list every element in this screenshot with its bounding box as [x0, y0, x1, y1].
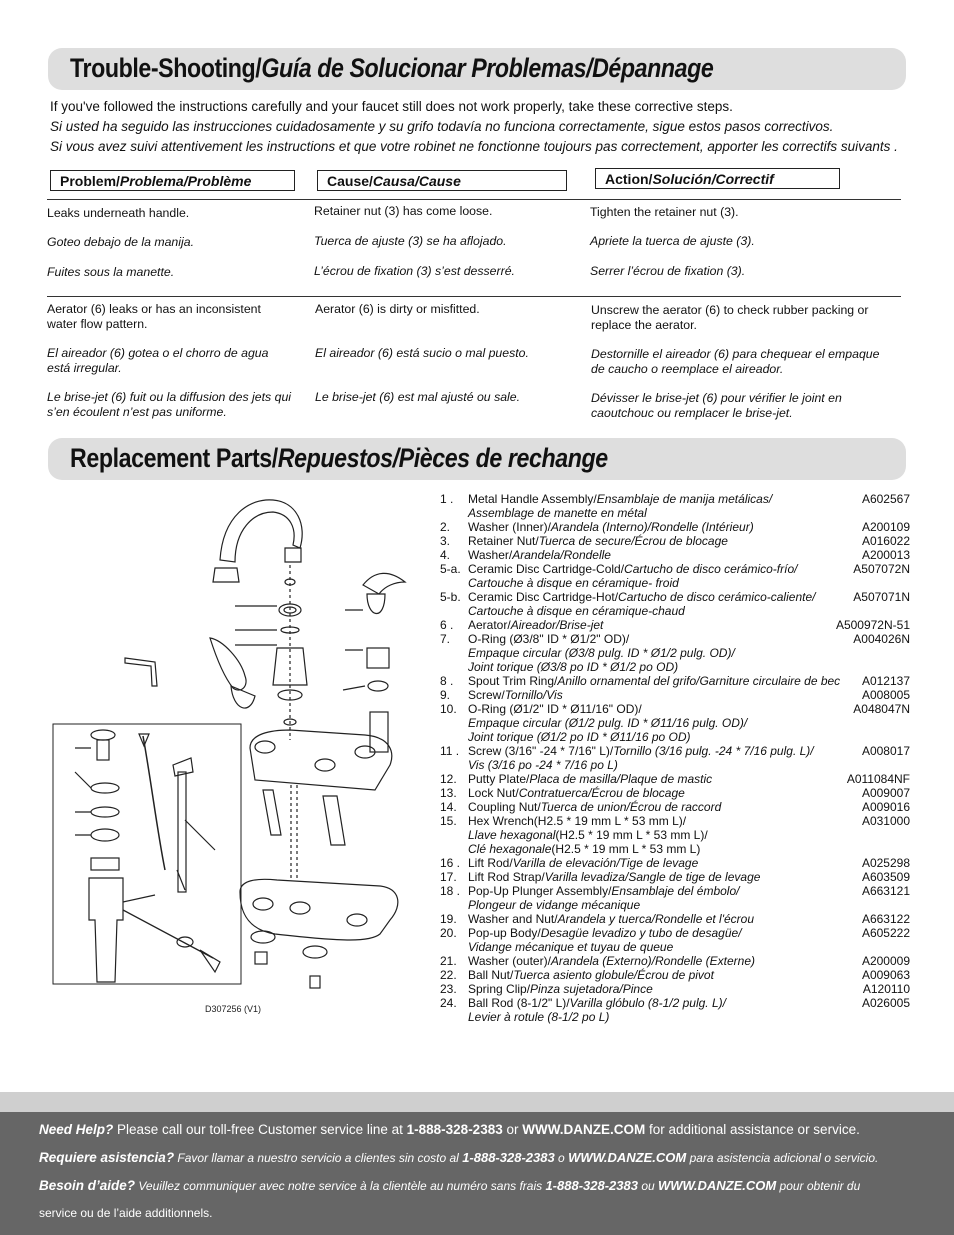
part-desc-en: Ceramic Disc Cartridge-Hot/	[468, 590, 619, 604]
part-desc-translation: Arandela (Interno)/Rondelle (Intérieur)	[550, 520, 754, 534]
part-description-line	[468, 520, 838, 534]
part-desc-translation: Cartucho de disco cerámico-caliente/	[618, 590, 816, 604]
part-row	[440, 996, 910, 1024]
cause-en: Retainer nut (3) has come loose.	[314, 204, 493, 218]
cause-es: Tuerca de ajuste (3) se ha aflojado.	[314, 234, 507, 248]
replacement-banner	[48, 438, 906, 480]
part-desc-en: Putty Plate/	[468, 772, 530, 786]
action-en: Unscrew the aerator (6) to check rubber packing or replace the aerator.	[591, 303, 869, 332]
header-action: Action/Solución/Correctif	[595, 168, 840, 189]
left-handle	[210, 638, 246, 690]
part-description-line	[468, 506, 838, 520]
shank	[263, 790, 281, 835]
part-desc-en: Washer/	[468, 548, 513, 562]
part-desc-en: Lock Nut/	[468, 786, 519, 800]
part-description	[468, 856, 838, 870]
problem-en: Aerator (6) leaks or has an inconsistent water flow pattern.	[47, 302, 261, 331]
part-desc-translation: Pinza sujetadora/Pince	[530, 982, 653, 996]
part-desc-en: O-Ring (Ø3/8" ID * Ø1/2" OD)/	[468, 632, 630, 646]
help-line-en: Need Help? Please call our toll-free Customer service line at 1-888-328-2383 or WWW.DANZE.COM for additional assistance or service.	[39, 1122, 860, 1137]
diagram-code: D307256 (V1)	[205, 1004, 262, 1014]
part-code: A603509	[861, 870, 910, 884]
action-fr: Dévisser le brise-jet (6) pour vérifier le joint en caoutchouc ou remplacer le brise-jet.	[591, 391, 842, 420]
part-description-line	[468, 912, 838, 926]
part-description	[468, 772, 838, 786]
action-es: Apriete la tuerca de ajuste (3).	[590, 234, 755, 248]
part-code: A200013	[861, 548, 910, 562]
part-description-line	[468, 982, 838, 996]
problem-cell	[47, 302, 292, 420]
part-code: A025298	[861, 856, 910, 870]
part-desc-translation: Arandela/Rondelle	[512, 548, 611, 562]
part-code: A016022	[861, 534, 910, 548]
part-row	[440, 618, 910, 632]
troubleshooting-intro	[50, 97, 898, 157]
part-desc-en: Screw/	[468, 688, 505, 702]
part-code: A009007	[861, 786, 910, 800]
part-number: 23.	[440, 982, 457, 996]
lock-nut	[303, 946, 327, 958]
part-code: A507072N	[853, 562, 910, 576]
part-desc-en: Ball Rod (8-1/2" L)/	[468, 996, 570, 1010]
flange-body	[97, 740, 109, 760]
header-cause: Cause/Causa/Cause	[317, 170, 567, 191]
part-row	[440, 590, 910, 618]
part-description	[468, 562, 838, 590]
cartridge-cold	[370, 712, 388, 752]
part-description	[468, 996, 838, 1024]
part-desc-translation: Joint torique (Ø1/2 po ID * Ø11/16 po OD)	[468, 730, 691, 744]
action-cell	[590, 205, 900, 279]
part-row	[440, 884, 910, 912]
part-desc-translation: Varilla levadiza/Sangle de tige de levage	[544, 870, 761, 884]
part-description-line	[468, 716, 838, 730]
part-desc-translation: Aireador/Brise-jet	[510, 618, 604, 632]
part-number: 24.	[440, 996, 457, 1010]
part-description	[468, 982, 838, 996]
action-es: Destornille el aireador (6) para chequear el empaque de caucho o reemplace el aireador.	[591, 347, 880, 376]
part-desc-en: O-Ring (Ø1/2" ID * Ø11/16" OD)/	[468, 702, 642, 716]
part-desc-translation: Vidange mécanique et tuyau de queue	[468, 940, 674, 954]
part-code: A663121	[861, 884, 910, 898]
part-desc-translation: Varilla glóbulo (8-1/2 pulg. L)/	[569, 996, 726, 1010]
washer	[91, 807, 119, 817]
plate-hole	[253, 898, 273, 910]
part-row	[440, 814, 910, 856]
part-desc-translation: Anillo ornamental del grifo/Garniture circulaire de bec	[557, 674, 841, 688]
part-row	[440, 534, 910, 548]
tailpiece	[123, 895, 155, 902]
part-description-line	[468, 744, 838, 758]
part-row	[440, 982, 910, 996]
part-desc-en: Aerator/	[468, 618, 511, 632]
cause-fr: L’écrou de fixation (3) s’est desserré.	[314, 264, 515, 278]
part-code: A120110	[862, 982, 910, 996]
part-description-line	[468, 534, 838, 548]
part-number: 4.	[440, 548, 451, 562]
part-desc-en: Ball Nut/	[468, 968, 514, 982]
part-desc-en: Retainer Nut/	[468, 534, 539, 548]
part-desc-en: Lift Rod Strap/	[468, 870, 545, 884]
part-desc-translation: Cartouche à disque en céramique-chaud	[468, 604, 685, 618]
part-code: A026005	[861, 996, 910, 1010]
part-description-line	[468, 814, 838, 828]
part-desc-translation: Empaque circular (Ø3/8 pulg. ID * Ø1/2 pulg. OD)/	[468, 646, 735, 660]
part-desc-translation: Placa de masilla/Plaque de mastic	[529, 772, 713, 786]
parts-list	[440, 492, 910, 1024]
part-description-line	[468, 646, 838, 660]
part-desc-translation: Varilla de elevación/Tige de levage	[512, 856, 699, 870]
washer	[91, 829, 119, 841]
part-desc-en: Washer (outer)/	[468, 954, 551, 968]
part-description-line	[468, 940, 838, 954]
part-code: A048047N	[853, 702, 910, 716]
part-number: 7.	[440, 632, 451, 646]
part-code: A008017	[861, 744, 910, 758]
problem-fr: Le brise-jet (6) fuit ou la diffusion des jets qui s’en écoulent n’est pas uniforme.	[47, 390, 292, 419]
part-code: A011084NF	[846, 772, 910, 786]
part-description-line	[468, 632, 838, 646]
part-desc-translation: Tuerca de union/Écrou de raccord	[540, 800, 722, 814]
part-code: A012137	[861, 674, 910, 688]
part-code: A200009	[861, 954, 910, 968]
part-desc-translation: Empaque circular (Ø1/2 pulg. ID * Ø11/16 pulg. OD)/	[468, 716, 748, 730]
part-desc-translation: Llave hexagonal	[468, 828, 556, 842]
plate-hole	[347, 914, 367, 926]
part-desc-en: Coupling Nut/	[468, 800, 541, 814]
part-number: 20.	[440, 926, 457, 940]
part-description	[468, 688, 838, 702]
part-code: A500972N-51	[835, 618, 910, 632]
part-desc-translation: Levier à rotule (8-1/2 po L)	[468, 1010, 610, 1024]
part-description-line	[468, 870, 838, 884]
part-row	[440, 926, 910, 954]
part-desc-translation: Tuerca de secure/Écrou de blocage	[538, 534, 728, 548]
cartridge-hot	[367, 648, 389, 668]
lock-nut	[91, 858, 119, 870]
part-code: A663122	[861, 912, 910, 926]
part-number: 19.	[440, 912, 457, 926]
cause-en: Aerator (6) is dirty or misfitted.	[315, 302, 480, 316]
part-code: A009016	[861, 800, 910, 814]
part-desc-translation: Tornillo (3/16 pulg. -24 * 7/16 pulg. L)/	[613, 744, 814, 758]
part-code: A602567	[861, 492, 910, 506]
part-desc-en: Spring Clip/	[468, 982, 531, 996]
part-description-line	[468, 884, 838, 898]
part-desc-en: Pop-Up Plunger Assembly/	[468, 884, 612, 898]
part-desc-translation: Contratuerca/Écrou de blocage	[518, 786, 685, 800]
part-desc-translation: Plongeur de vidange mécanique	[468, 898, 641, 912]
part-desc-translation: Desagüe levadizo y tubo de desagüe/	[540, 926, 742, 940]
spout-outline	[220, 500, 302, 562]
part-description	[468, 968, 838, 982]
part-description-line	[468, 758, 838, 772]
part-row	[440, 912, 910, 926]
part-row	[440, 856, 910, 870]
part-description-line	[468, 702, 838, 716]
part-row	[440, 786, 910, 800]
part-number: 2.	[440, 520, 451, 534]
part-description-line	[468, 576, 838, 590]
part-description-line	[468, 688, 838, 702]
part-description-line	[468, 786, 838, 800]
part-description	[468, 618, 838, 632]
part-number: 18 .	[440, 884, 461, 898]
part-description-line	[468, 772, 838, 786]
part-number: 15.	[440, 814, 457, 828]
footer-divider	[0, 1092, 954, 1112]
troubleshooting-title: Trouble-Shooting/Guía de Solucionar Problemas/Dépannage	[70, 53, 714, 83]
part-description-line	[468, 856, 838, 870]
part-desc-translation: Cartucho de disco cerámico-frío/	[624, 562, 798, 576]
part-desc-translation: Cartouche à disque en céramique- froid	[468, 576, 679, 590]
part-desc-en: Ceramic Disc Cartridge-Cold/	[468, 562, 625, 576]
part-number: 6 .	[440, 618, 454, 632]
part-row	[440, 674, 910, 688]
part-row	[440, 520, 910, 534]
washer	[91, 783, 119, 793]
part-number: 21.	[440, 954, 457, 968]
cause-fr: Le brise-jet (6) est mal ajusté ou sale.	[315, 390, 521, 404]
leader-line	[75, 606, 365, 890]
part-desc-en: Hex Wrench(H2.5 * 19 mm L * 53 mm L)/	[468, 814, 687, 828]
part-description-line	[468, 800, 838, 814]
intro-en: If you've followed the instructions carefully and your faucet still does not work properly, take these corrective steps.	[50, 99, 733, 114]
cause-cell	[314, 204, 579, 279]
replacement-title: Replacement Parts/Repuestos/Pièces de rechange	[70, 443, 608, 473]
part-description	[468, 912, 838, 926]
part-description-line	[468, 926, 838, 940]
part-description-line	[468, 1010, 838, 1024]
part-desc-translation: Clé hexagonale	[468, 842, 552, 856]
part-desc-translation: Ensamblaje del émbolo/	[611, 884, 740, 898]
part-description-line	[468, 674, 841, 688]
part-code: A004026N	[853, 632, 910, 646]
part-description	[468, 870, 838, 884]
part-desc-en: Pop-up Body/	[468, 926, 541, 940]
table-rule	[47, 296, 901, 297]
part-desc-translation: Assemblage de manette en métal	[468, 506, 647, 520]
body-hole	[315, 759, 335, 771]
part-number: 9.	[440, 688, 451, 702]
part-description	[468, 632, 838, 674]
part-description	[468, 590, 838, 618]
part-description	[468, 534, 838, 548]
part-row	[440, 772, 910, 786]
part-number: 12.	[440, 772, 457, 786]
plate-hole	[290, 902, 310, 914]
part-description	[468, 786, 838, 800]
part-number: 16 .	[440, 856, 461, 870]
part-description	[468, 548, 838, 562]
part-description	[468, 884, 838, 912]
part-code: A200109	[861, 520, 910, 534]
part-row	[440, 744, 910, 772]
part-description-line	[468, 618, 838, 632]
help-line-es: Requiere asistencia? Favor llamar a nuestro servicio a clientes sin costo al 1-888-328-2383 o WWW.DANZE.COM para asistencia adicional o servicio.	[39, 1150, 879, 1165]
spout-neck	[285, 548, 301, 562]
part-description-line	[468, 604, 838, 618]
intro-es: Si usted ha seguido las instrucciones cuidadosamente y su grifo todavía no funciona correctamente, sigue estos pasos correctivos.	[50, 119, 834, 134]
strap-clip	[173, 758, 193, 776]
troubleshooting-banner	[48, 48, 906, 90]
header-problem: Problem/Problema/Problème	[50, 170, 295, 191]
part-description	[468, 674, 841, 688]
part-desc-translation: Tuerca asiento globule/Écrou de pivot	[513, 968, 714, 982]
part-description-line	[468, 898, 838, 912]
part-number: 5-a.	[440, 562, 461, 576]
part-description	[468, 702, 838, 744]
part-row	[440, 954, 910, 968]
part-description	[468, 744, 838, 772]
part-code: A031000	[861, 814, 910, 828]
part-row	[440, 688, 910, 702]
problem-fr: Fuites sous la manette.	[47, 265, 175, 279]
right-handle	[363, 573, 405, 594]
flange	[91, 730, 115, 740]
part-desc-en: Metal Handle Assembly/	[468, 492, 597, 506]
part-number: 3.	[440, 534, 451, 548]
lift-rod	[143, 736, 165, 870]
problem-es: El aireador (6) gotea o el chorro de agua está irregular.	[47, 346, 269, 375]
part-number: 22.	[440, 968, 457, 982]
help-footer	[0, 1112, 954, 1235]
hex-wrench	[125, 658, 157, 686]
part-description-line	[468, 590, 838, 604]
part-description-line	[468, 562, 838, 576]
cause-es: El aireador (6) está sucio o mal puesto.	[315, 346, 529, 360]
part-desc-translation: Arandela (Externo)/Rondelle (Externe)	[550, 954, 756, 968]
part-description-line	[468, 730, 838, 744]
part-description-line	[468, 996, 838, 1010]
part-number: 8 .	[440, 674, 454, 688]
part-description-line	[468, 842, 838, 856]
aerator	[213, 568, 239, 582]
part-code: A009063	[861, 968, 910, 982]
action-cell	[591, 303, 896, 421]
part-desc-translation: Joint torique (Ø3/8 po ID * Ø1/2 po OD)	[468, 660, 679, 674]
part-description-line	[468, 968, 838, 982]
ball-nut	[177, 937, 193, 947]
problem-es: Goteo debajo de la manija.	[47, 235, 194, 249]
part-row	[440, 632, 910, 674]
part-row	[440, 800, 910, 814]
part-number: 1 .	[440, 492, 454, 506]
popup-body	[89, 878, 123, 982]
part-code: A008005	[861, 688, 910, 702]
part-description	[468, 926, 838, 954]
right-handle-cap	[367, 594, 385, 614]
part-row	[440, 702, 910, 744]
part-desc-en: Washer (Inner)/	[468, 520, 551, 534]
part-description-line	[468, 954, 838, 968]
part-description	[468, 814, 838, 856]
part-description	[468, 800, 838, 814]
part-code: A507071N	[853, 590, 910, 604]
part-number: 10.	[440, 702, 457, 716]
part-description-line	[468, 548, 838, 562]
lock-nut	[251, 931, 275, 943]
cause-cell	[315, 302, 580, 405]
table-rule	[47, 199, 901, 200]
part-number: 11 .	[440, 744, 460, 758]
action-en: Tighten the retainer nut (3).	[590, 205, 739, 219]
part-desc-en: Screw (3/16" -24 * 7/16" L)/	[468, 744, 614, 758]
part-desc-en: Spout Trim Ring/	[468, 674, 558, 688]
part-description-line	[468, 828, 838, 842]
help-line-fr-cont: service ou de l’aide additionnels.	[39, 1206, 213, 1220]
part-number: 5-b.	[440, 590, 461, 604]
part-row	[440, 548, 910, 562]
body-hole	[255, 741, 275, 753]
coupling-nut	[310, 976, 320, 988]
part-description	[468, 954, 838, 968]
part-row	[440, 562, 910, 590]
faucet-exploded-diagram	[45, 490, 435, 1020]
problem-cell	[47, 206, 312, 280]
help-line-fr: Besoin d’aide? Veuillez communiquer avec notre service à la clientèle au numéro sans frais 1-888-328-2383 ou WWW.DANZE.COM pour obtenir du	[39, 1178, 861, 1193]
part-desc-translation: Ensamblaje de manija metálicas/	[596, 492, 773, 506]
part-desc-spec: (H2.5 * 19 mm L * 53 mm L)	[551, 842, 701, 856]
part-desc-translation: Tornillo/Vis	[504, 688, 563, 702]
part-desc-en: Lift Rod/	[468, 856, 513, 870]
part-row	[440, 968, 910, 982]
action-fr: Serrer l’écrou de fixation (3).	[590, 264, 746, 278]
part-desc-translation: Arandela y tuerca/Rondelle et l'écrou	[557, 912, 755, 926]
coupling-nut	[255, 952, 267, 964]
part-description-line	[468, 660, 838, 674]
part-number: 13.	[440, 786, 457, 800]
problem-en: Leaks underneath handle.	[47, 206, 190, 220]
part-row	[440, 870, 910, 884]
part-row	[440, 492, 910, 520]
part-desc-translation: Vis (3/16 po -24 * 7/16 po L)	[468, 758, 618, 772]
washer	[368, 681, 388, 691]
ball-rod	[123, 910, 213, 958]
part-description	[468, 520, 838, 534]
part-desc-spec: (H2.5 * 19 mm L * 53 mm L)/	[555, 828, 708, 842]
shank	[323, 796, 345, 845]
intro-fr: Si vous avez suivi attentivement les instructions et que votre robinet ne fonctionne toujours pas correctement, apporter les correctifs suivants .	[50, 139, 898, 154]
part-number: 14.	[440, 800, 457, 814]
part-description	[468, 492, 838, 520]
part-desc-en: Washer and Nut/	[468, 912, 558, 926]
part-description-line	[468, 492, 838, 506]
part-number: 17.	[440, 870, 457, 884]
part-code: A605222	[861, 926, 910, 940]
